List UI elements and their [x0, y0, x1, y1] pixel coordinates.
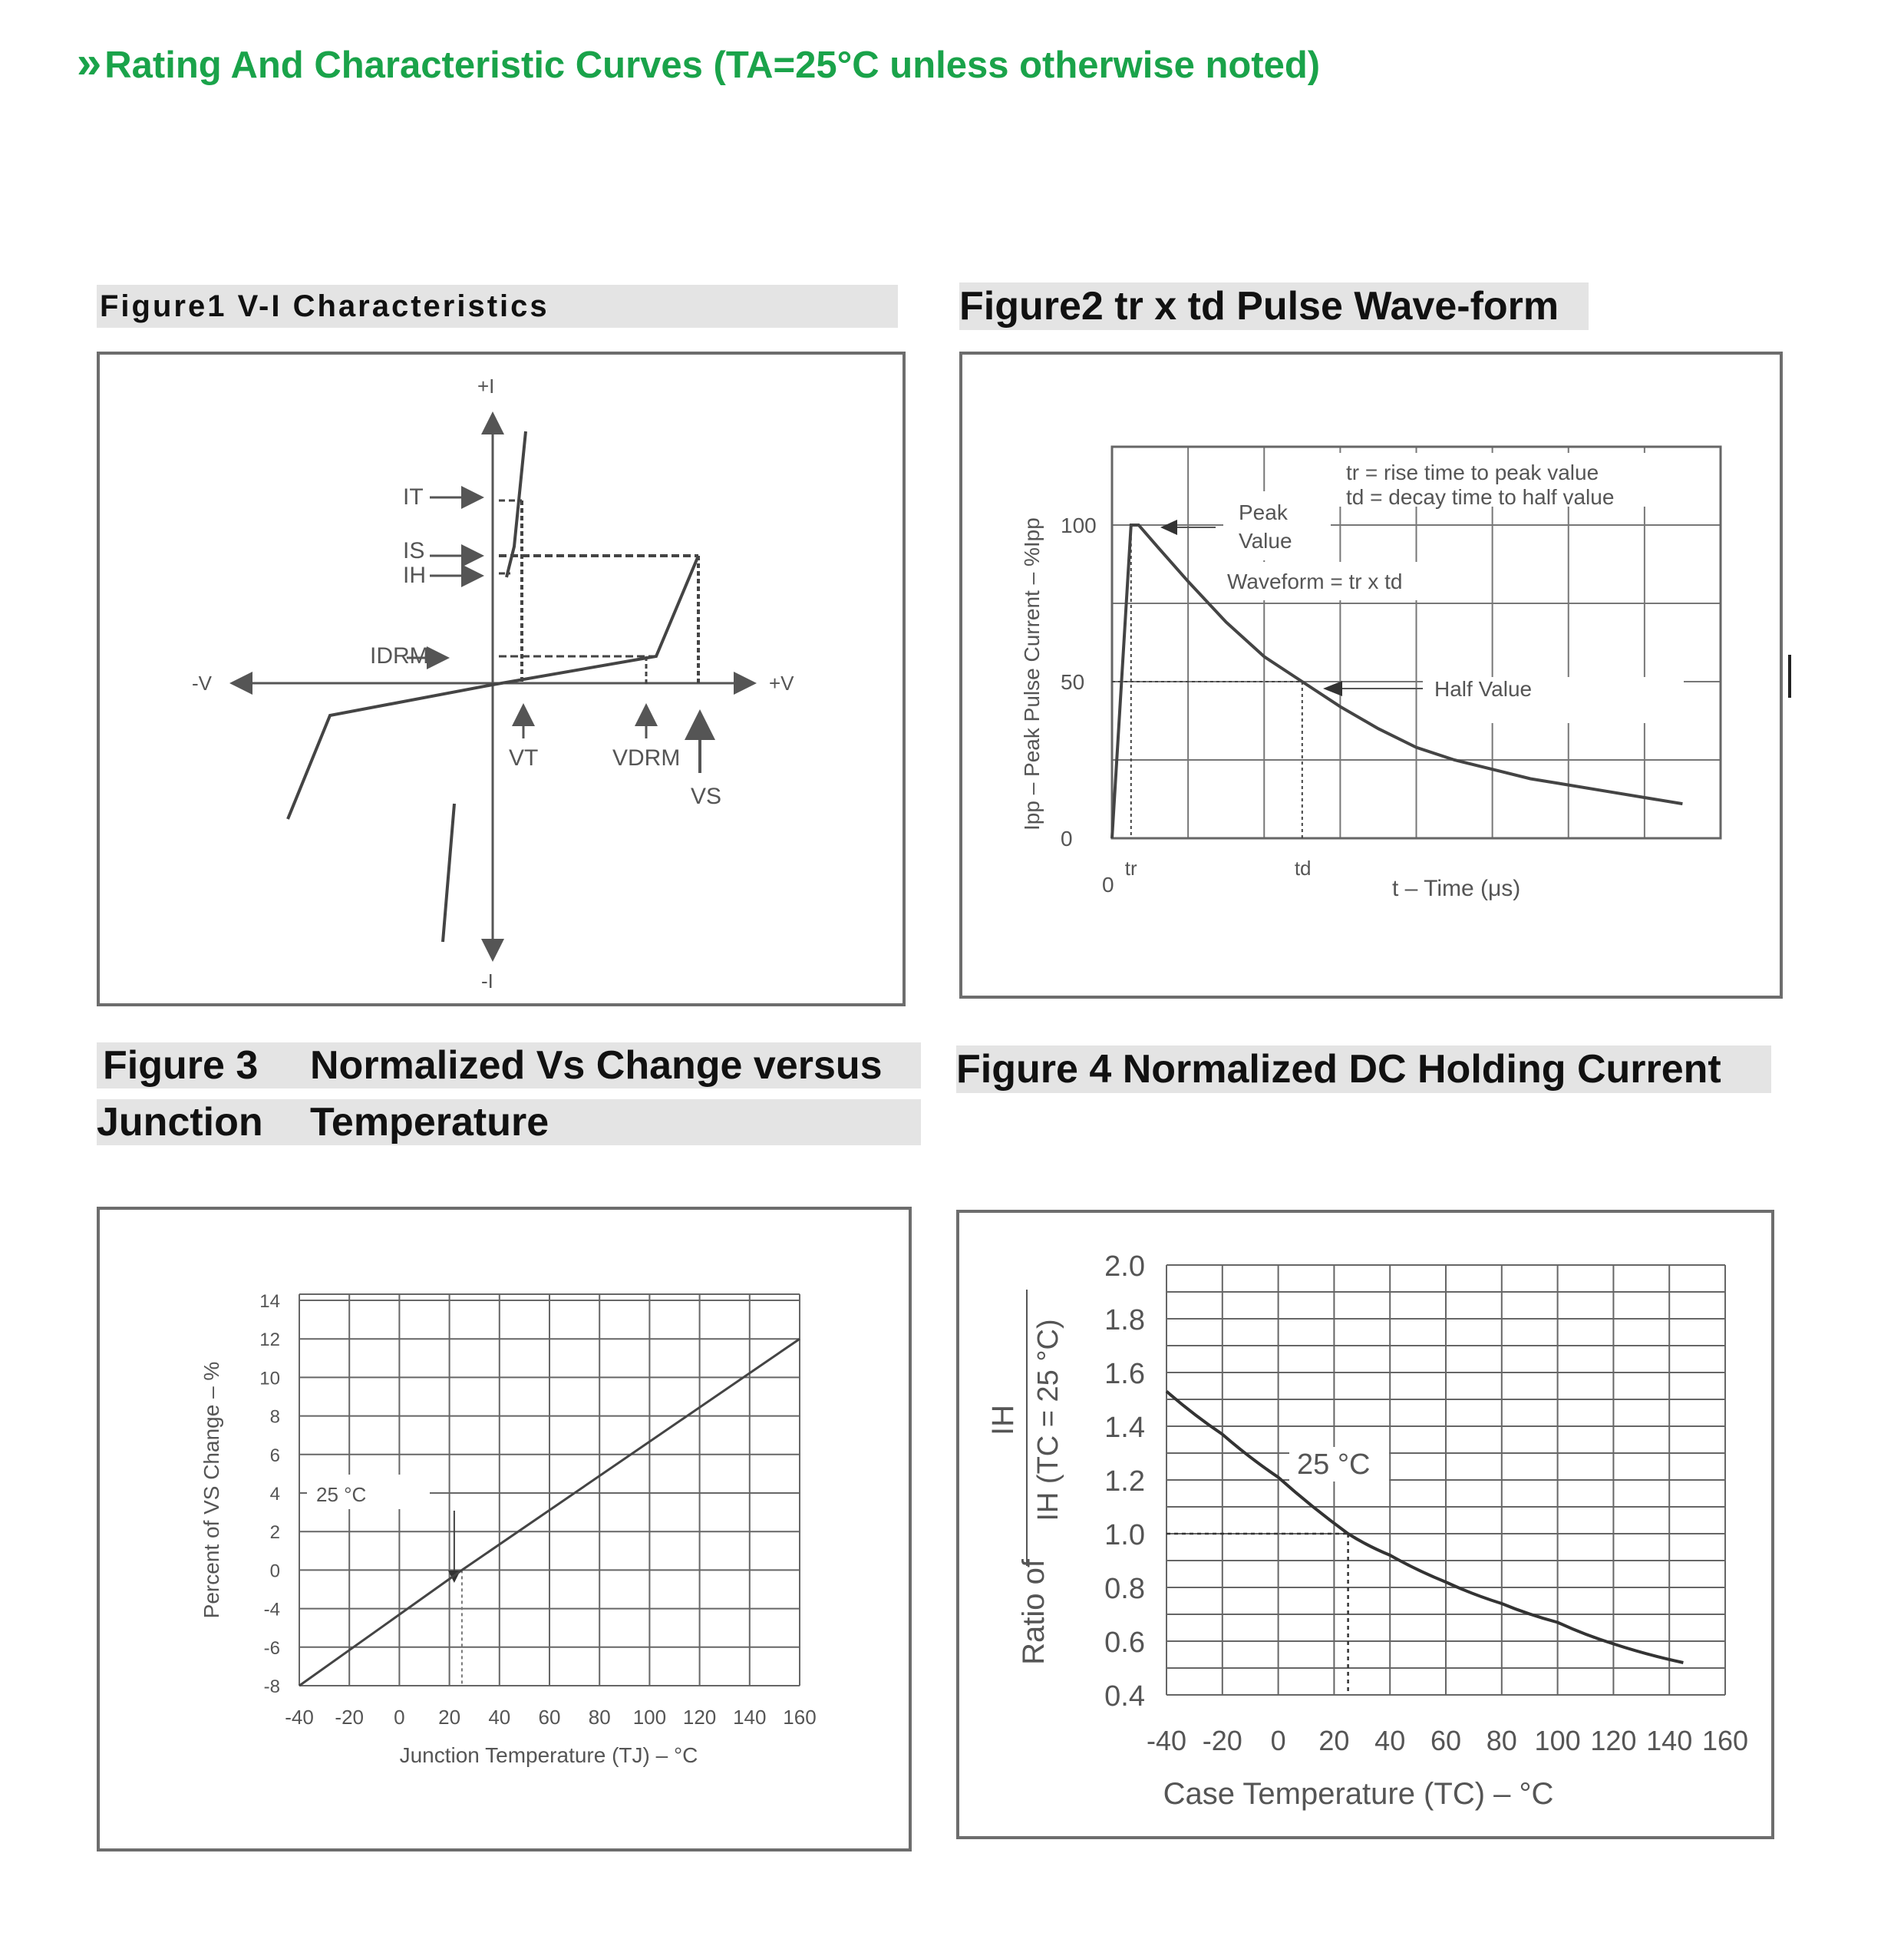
figure3-title-line2-a: Junction — [97, 1100, 263, 1145]
fig2-waveform-label: Waveform = tr x td — [1227, 570, 1403, 593]
fig3-y-tick: 0 — [269, 1561, 280, 1582]
fig3-y-tick: -8 — [263, 1676, 280, 1697]
fig3-x-tick: 40 — [488, 1706, 511, 1729]
fig2-x-origin: 0 — [1102, 873, 1114, 897]
fig4-x-tick: 80 — [1486, 1725, 1517, 1756]
fig3-x-tick: 120 — [682, 1706, 717, 1729]
figure3-title-line2 — [97, 1099, 921, 1145]
fig2-half-label: Half Value — [1434, 677, 1533, 701]
figure4-holding-chart — [959, 1213, 1771, 1836]
fig3-annotation: 25 °C — [316, 1483, 367, 1506]
figure3-vs-chart — [100, 1210, 909, 1848]
fig1-curve-positive — [493, 556, 698, 685]
page-title-text: Rating And Characteristic Curves (TA=25°C unless otherwise noted) — [104, 45, 1321, 86]
fig4-x-tick: -20 — [1202, 1725, 1242, 1756]
fig3-y-tick: 4 — [269, 1484, 280, 1505]
fig3-y-tick: 2 — [269, 1522, 280, 1544]
fig1-curve-negative — [288, 685, 493, 819]
fig3-y-tick: 8 — [269, 1406, 280, 1428]
fig4-y-tick: 1.8 — [1104, 1304, 1145, 1336]
fig4-x-tick: 40 — [1374, 1725, 1406, 1756]
fig4-x-tick: 20 — [1318, 1725, 1350, 1756]
fig2-y-tick: 100 — [1061, 514, 1097, 537]
fig4-x-tick: 60 — [1430, 1725, 1462, 1756]
fig2-td-mark: td — [1294, 857, 1312, 880]
fig4-y-tick: 1.6 — [1104, 1358, 1145, 1390]
fig4-x-tick: -40 — [1146, 1725, 1187, 1756]
fig3-x-tick: 160 — [783, 1706, 817, 1729]
fig2-peak-label-2: Value — [1239, 529, 1292, 553]
fig1-minus-v-label: -V — [192, 672, 212, 695]
figure4-title-text: Figure 4 Normalized DC Holding Current — [956, 1047, 1721, 1092]
fig4-y-tick: 1.4 — [1104, 1412, 1145, 1444]
fig2-peak-label: Peak — [1239, 500, 1288, 524]
fig1-is-label: IS — [403, 538, 425, 563]
fig4-xlabel: Case Temperature (TC) – °C — [1163, 1777, 1554, 1811]
fig1-vt-label: VT — [509, 745, 539, 771]
fig1-plus-v-label: +V — [769, 672, 794, 695]
fig2-tr-mark: tr — [1124, 857, 1137, 880]
fig3-y-tick: 6 — [269, 1445, 280, 1466]
figure3-title-part-a: Figure 3 — [103, 1043, 259, 1088]
fig3-y-tick: -6 — [263, 1637, 280, 1659]
fig2-legend-tr: tr = rise time to peak value — [1346, 461, 1599, 484]
fig3-ylabel: Percent of VS Change – % — [200, 1361, 223, 1619]
figure1-title-text: Figure1 V-I Characteristics — [100, 289, 549, 323]
fig3-xlabel: Junction Temperature (TJ) – °C — [399, 1743, 698, 1767]
fig4-y-tick: 2.0 — [1104, 1250, 1145, 1283]
fig1-curve-reverse — [443, 804, 454, 942]
fig2-ylabel: Ipp – Peak Pulse Current – %Ipp — [1020, 517, 1044, 831]
fig3-x-tick: -20 — [335, 1706, 364, 1729]
fig4-y-tick: 0.6 — [1104, 1627, 1145, 1659]
figure3-title-line2-b: Temperature — [310, 1100, 549, 1145]
fig4-y-tick: 0.4 — [1104, 1680, 1145, 1713]
fig4-x-tick: 160 — [1701, 1725, 1749, 1756]
fig3-y-tick: 12 — [259, 1330, 280, 1351]
fig4-annotation: 25 °C — [1297, 1448, 1371, 1481]
figure3-title-line1 — [97, 1042, 921, 1088]
fig4-y-tick: 1.0 — [1104, 1519, 1145, 1551]
fig1-minus-i-label: -I — [481, 970, 493, 993]
fig1-vs-label: VS — [691, 784, 722, 809]
fig3-x-tick: 100 — [632, 1706, 667, 1729]
fig3-y-tick: 14 — [259, 1291, 280, 1312]
figure4-title — [956, 1045, 1771, 1093]
fig3-y-tick: 10 — [259, 1368, 280, 1389]
text-cursor — [1788, 655, 1791, 698]
fig2-peak-arrow — [1160, 520, 1177, 535]
fig2-xlabel: t – Time (μs) — [1392, 876, 1521, 901]
figure3-frame — [97, 1207, 912, 1851]
fig4-ylabel-prefix: Ratio of — [1017, 1559, 1051, 1665]
fig4-x-tick: 0 — [1270, 1725, 1286, 1756]
figure1-frame — [97, 352, 906, 1006]
fig2-y-tick: 0 — [1061, 827, 1073, 851]
fig1-plus-i-label: +I — [477, 375, 495, 398]
fig3-y-tick: -4 — [263, 1599, 280, 1620]
figure2-frame — [959, 352, 1783, 999]
fig4-x-tick: 140 — [1646, 1725, 1693, 1756]
fig3-x-tick: 20 — [438, 1706, 461, 1729]
fig3-x-tick: 80 — [588, 1706, 611, 1729]
fig4-y-tick: 1.2 — [1104, 1465, 1145, 1498]
figure2-title — [959, 282, 1589, 330]
fig1-idrm-label: IDRM — [370, 643, 429, 669]
fig2-half-arrow — [1323, 681, 1342, 696]
fig1-it-label: IT — [403, 484, 424, 510]
fig1-vdrm-label: VDRM — [612, 745, 681, 771]
fig4-x-tick: 100 — [1534, 1725, 1581, 1756]
figure2-pulse-chart — [962, 355, 1780, 996]
title-marker: » — [77, 38, 102, 88]
fig3-x-tick: 0 — [394, 1706, 405, 1729]
figure2-title-text: Figure2 tr x td Pulse Wave-form — [959, 284, 1559, 329]
fig2-y-tick: 50 — [1061, 670, 1085, 694]
fig3-x-tick: -40 — [285, 1706, 314, 1729]
fig2-legend-td: td = decay time to half value — [1346, 485, 1615, 509]
fig4-x-tick: 120 — [1590, 1725, 1637, 1756]
fig4-ylabel-den: IH (TC = 25 °C) — [1032, 1319, 1064, 1521]
figure1-vi-chart — [100, 355, 903, 1003]
fig4-ylabel-num: IH — [986, 1405, 1020, 1435]
fig4-series-line — [1166, 1392, 1683, 1663]
fig4-y-tick: 0.8 — [1104, 1573, 1145, 1605]
page-title — [77, 37, 1320, 88]
fig3-x-tick: 60 — [538, 1706, 561, 1729]
fig3-x-tick: 140 — [733, 1706, 767, 1729]
figure4-frame — [956, 1210, 1774, 1839]
figure1-title — [97, 285, 898, 328]
fig1-ih-label: IH — [403, 563, 426, 588]
figure3-title-part-b: Normalized Vs Change versus — [310, 1043, 883, 1088]
